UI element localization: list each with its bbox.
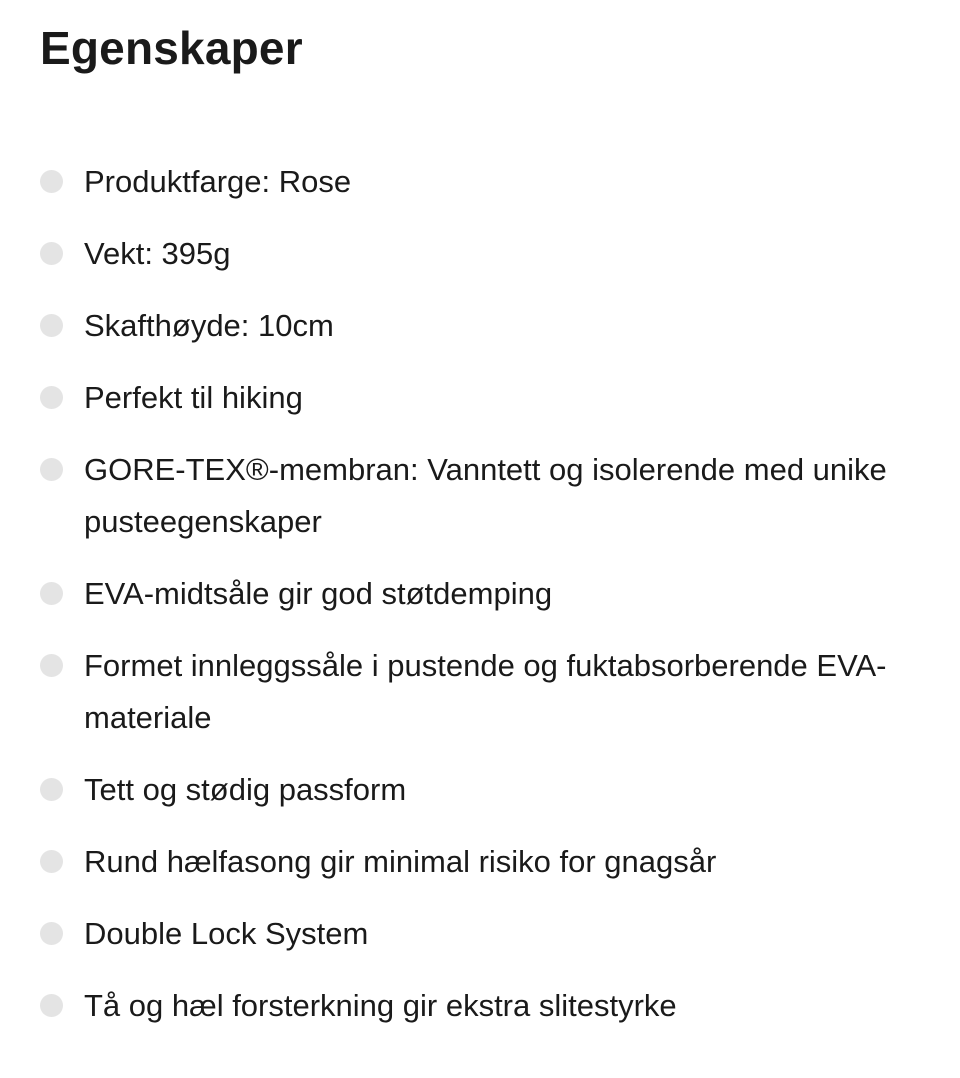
feature-item-insole [0, 640, 960, 744]
feature-text: Tett og stødig passform [84, 772, 407, 807]
section-title: Egenskaper [40, 22, 303, 74]
bullet-icon [40, 994, 63, 1017]
bullet-icon [40, 850, 63, 873]
bullet-icon [40, 778, 63, 801]
bullet-icon [40, 458, 63, 481]
bullet-icon [40, 314, 63, 337]
feature-item-midsole [0, 568, 960, 620]
feature-text: GORE-TEX®-membran: Vanntett og isolerende med unike pusteegenskaper [84, 452, 887, 539]
feature-text: Tå og hæl forsterkning gir ekstra slitestyrke [84, 988, 677, 1023]
feature-item-weight [0, 228, 960, 280]
feature-item-color [0, 156, 960, 208]
feature-item-lock-system [0, 908, 960, 960]
bullet-icon [40, 922, 63, 945]
bullet-icon [40, 582, 63, 605]
feature-item-fit [0, 764, 960, 816]
feature-item-heel-shape [0, 836, 960, 888]
feature-item-reinforcement [0, 980, 960, 1032]
feature-item-membrane [0, 444, 960, 548]
bullet-icon [40, 654, 63, 677]
feature-text: EVA-midtsåle gir god støtdemping [84, 576, 553, 611]
feature-text: Formet innleggssåle i pustende og fuktabsorberende EVA-materiale [84, 648, 887, 735]
feature-text: Vekt: 395g [84, 236, 231, 271]
bullet-icon [40, 242, 63, 265]
bullet-icon [40, 386, 63, 409]
feature-text: Perfekt til hiking [84, 380, 303, 415]
feature-item-shaft-height [0, 300, 960, 352]
feature-text: Rund hælfasong gir minimal risiko for gnagsår [84, 844, 717, 879]
feature-list [0, 156, 960, 1032]
feature-text: Double Lock System [84, 916, 369, 951]
feature-text: Produktfarge: Rose [84, 164, 352, 199]
feature-item-use [0, 372, 960, 424]
bullet-icon [40, 170, 63, 193]
feature-text: Skafthøyde: 10cm [84, 308, 334, 343]
